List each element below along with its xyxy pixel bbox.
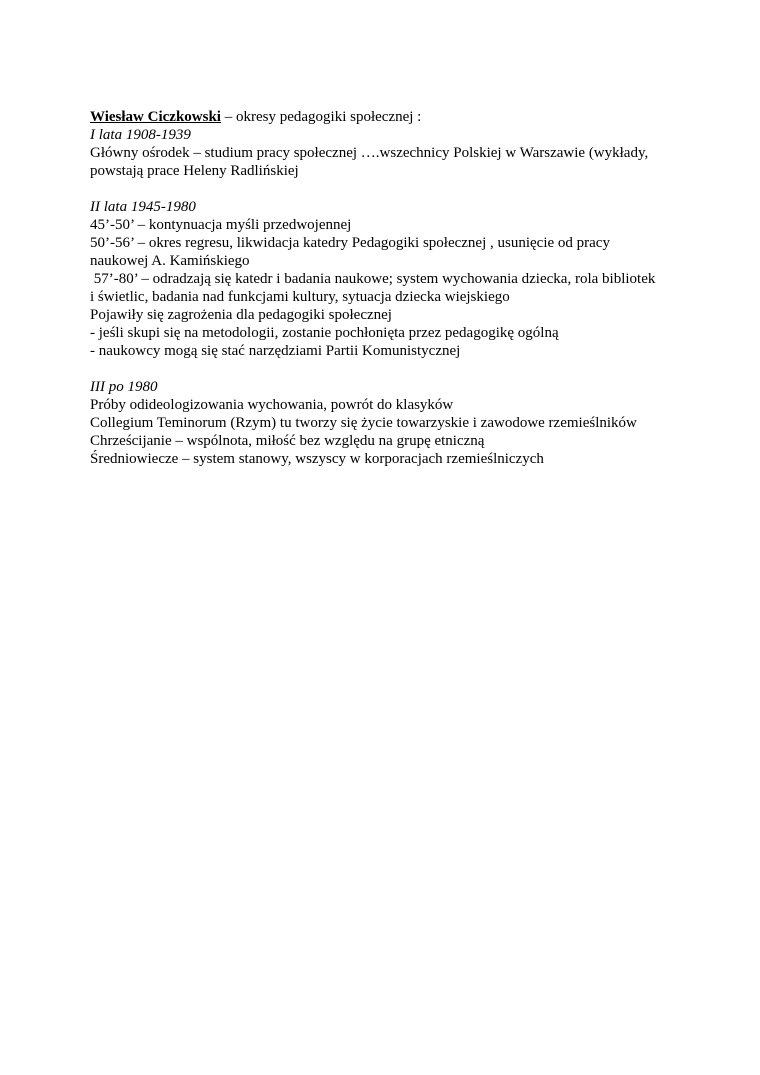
text-line: - jeśli skupi się na metodologii, zostanie pochłonięta przez pedagogikę ogólną (90, 325, 559, 341)
text-line: naukowej A. Kamińskiego (90, 253, 250, 269)
document-body (90, 108, 690, 468)
text-line: - naukowcy mogą się stać narzędziami Partii Komunistycznej (90, 343, 461, 359)
text-line: 50’-56’ – okres regresu, likwidacja katedry Pedagogiki społecznej , usunięcie od pracy (90, 235, 610, 251)
text-line: Collegium Teminorum (Rzym) tu tworzy się życie towarzyskie i zawodowe rzemieślników (90, 415, 637, 431)
paragraph-spacer (90, 180, 690, 198)
text-line: Próby odideologizowania wychowania, powrót do klasyków (90, 397, 454, 413)
period-heading-3: III po 1980 (90, 379, 158, 395)
text-line: i świetlic, badania nad funkcjami kultury, sytuacja dziecka wiejskiego (90, 289, 510, 305)
author-name: Wiesław Ciczkowski (90, 109, 221, 125)
document-heading (90, 108, 690, 126)
text-line: 45’-50’ – kontynuacja myśli przedwojennej (90, 217, 352, 233)
period-heading-2: II lata 1945-1980 (90, 199, 196, 215)
paragraph-spacer (90, 360, 690, 378)
text-line: 57’-80’ – odradzają się katedr i badania naukowe; system wychowania dziecka, rola bibliotek (90, 271, 656, 287)
heading-rest: – okresy pedagogiki społecznej : (220, 109, 422, 125)
text-line: Chrześcijanie – wspólnota, miłość bez względu na grupę etniczną (90, 433, 485, 449)
text-line: Średniowiecze – system stanowy, wszyscy w korporacjach rzemieślniczych (90, 451, 544, 467)
text-line: Główny ośrodek – studium pracy społecznej ….wszechnicy Polskiej w Warszawie (wykłady, (90, 145, 649, 161)
period-heading-1: I lata 1908-1939 (90, 127, 191, 143)
text-line: powstają prace Heleny Radlińskiej (90, 163, 299, 179)
text-line: Pojawiły się zagrożenia dla pedagogiki społecznej (90, 307, 392, 323)
